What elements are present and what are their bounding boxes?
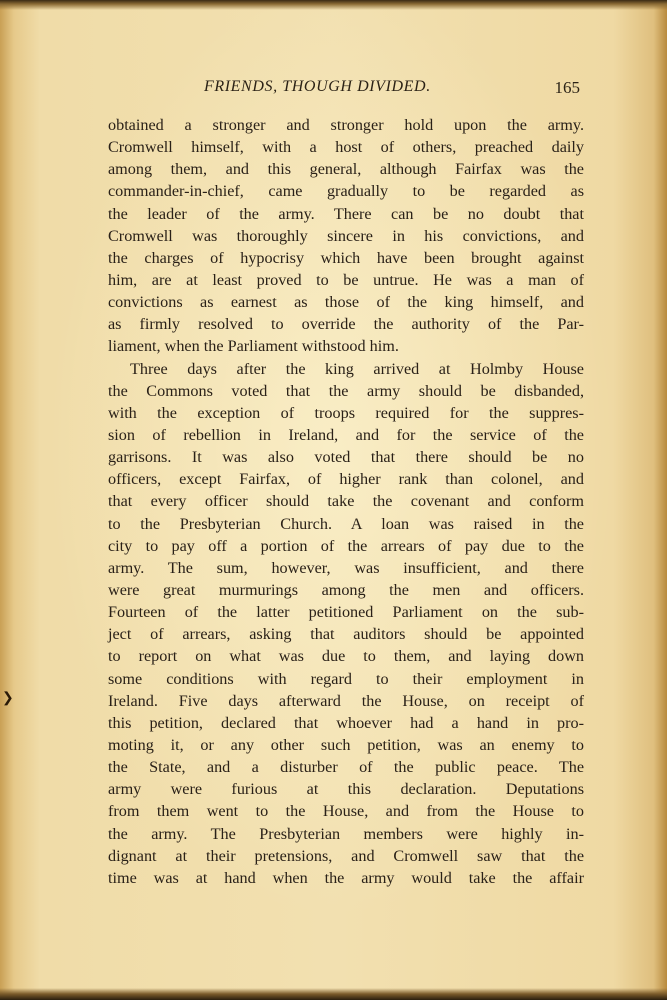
text-line: that every officer should take the covenant and conform: [108, 492, 584, 511]
page-number: 165: [554, 78, 580, 97]
text-line: officers, except Fairfax, of higher rank than colonel, and: [108, 470, 584, 489]
text-line: him, are at least proved to be untrue. He was a man of: [108, 270, 584, 289]
text-line: as firmly resolved to override the authority of the Par-: [108, 315, 584, 334]
text-line: the leader of the army. There can be no doubt that: [108, 204, 584, 223]
text-line: army were furious at this declaration. Deputations: [108, 780, 584, 799]
margin-arrow-icon: ❯: [2, 691, 14, 706]
running-title: FRIENDS, THOUGH DIVIDED.: [204, 78, 431, 95]
text-line: the Commons voted that the army should be disbanded,: [108, 381, 584, 400]
body-text: [108, 114, 584, 889]
text-line: the charges of hypocrisy which have been brought against: [108, 248, 584, 267]
text-line: ject of arrears, asking that auditors should be appointed: [108, 625, 584, 644]
text-line: among them, and this general, although Fairfax was the: [108, 160, 584, 179]
text-line: garrisons. It was also voted that there should be no: [108, 448, 584, 467]
text-line: sion of rebellion in Ireland, and for the service of the: [108, 425, 584, 444]
text-line: moting it, or any other such petition, was an enemy to: [108, 735, 584, 754]
text-line: city to pay off a portion of the arrears of pay due to the: [108, 536, 584, 555]
text-line: obtained a stronger and stronger hold upon the army.: [108, 116, 584, 134]
text-line: army. The sum, however, was insufficient, and there: [108, 558, 584, 577]
page-header: [108, 78, 584, 100]
text-line: from them went to the House, and from the House to: [108, 802, 584, 821]
text-line: liament, when the Parliament withstood him.: [108, 337, 399, 356]
text-line: Cromwell was thoroughly sincere in his convictions, and: [108, 226, 584, 245]
text-line: convictions as earnest as those of the king himself, and: [108, 293, 584, 312]
text-line: this petition, declared that whoever had a hand in pro-: [108, 713, 584, 732]
text-line: to the Presbyterian Church. A loan was raised in the: [108, 514, 584, 533]
text-line: Cromwell himself, with a host of others, preached daily: [108, 138, 584, 157]
text-line: dignant at their pretensions, and Cromwell saw that the: [108, 846, 584, 865]
text-line: the army. The Presbyterian members were highly in-: [108, 824, 584, 843]
text-line: to report on what was due to them, and laying down: [108, 647, 584, 666]
text-line: with the exception of troops required for the suppres-: [108, 403, 584, 422]
text-line: were great murmurings among the men and officers.: [108, 580, 584, 599]
text-line: Fourteen of the latter petitioned Parliament on the sub-: [108, 603, 584, 622]
text-line: Three days after the king arrived at Holmby House: [130, 359, 584, 378]
text-line: Ireland. Five days afterward the House, on receipt of: [108, 691, 584, 710]
text-line: some conditions with regard to their employment in: [108, 669, 584, 688]
text-line: commander-in-chief, came gradually to be regarded as: [108, 182, 584, 201]
text-line: time was at hand when the army would take the affair: [108, 868, 584, 887]
text-line: the State, and a disturber of the public peace. The: [108, 758, 584, 777]
